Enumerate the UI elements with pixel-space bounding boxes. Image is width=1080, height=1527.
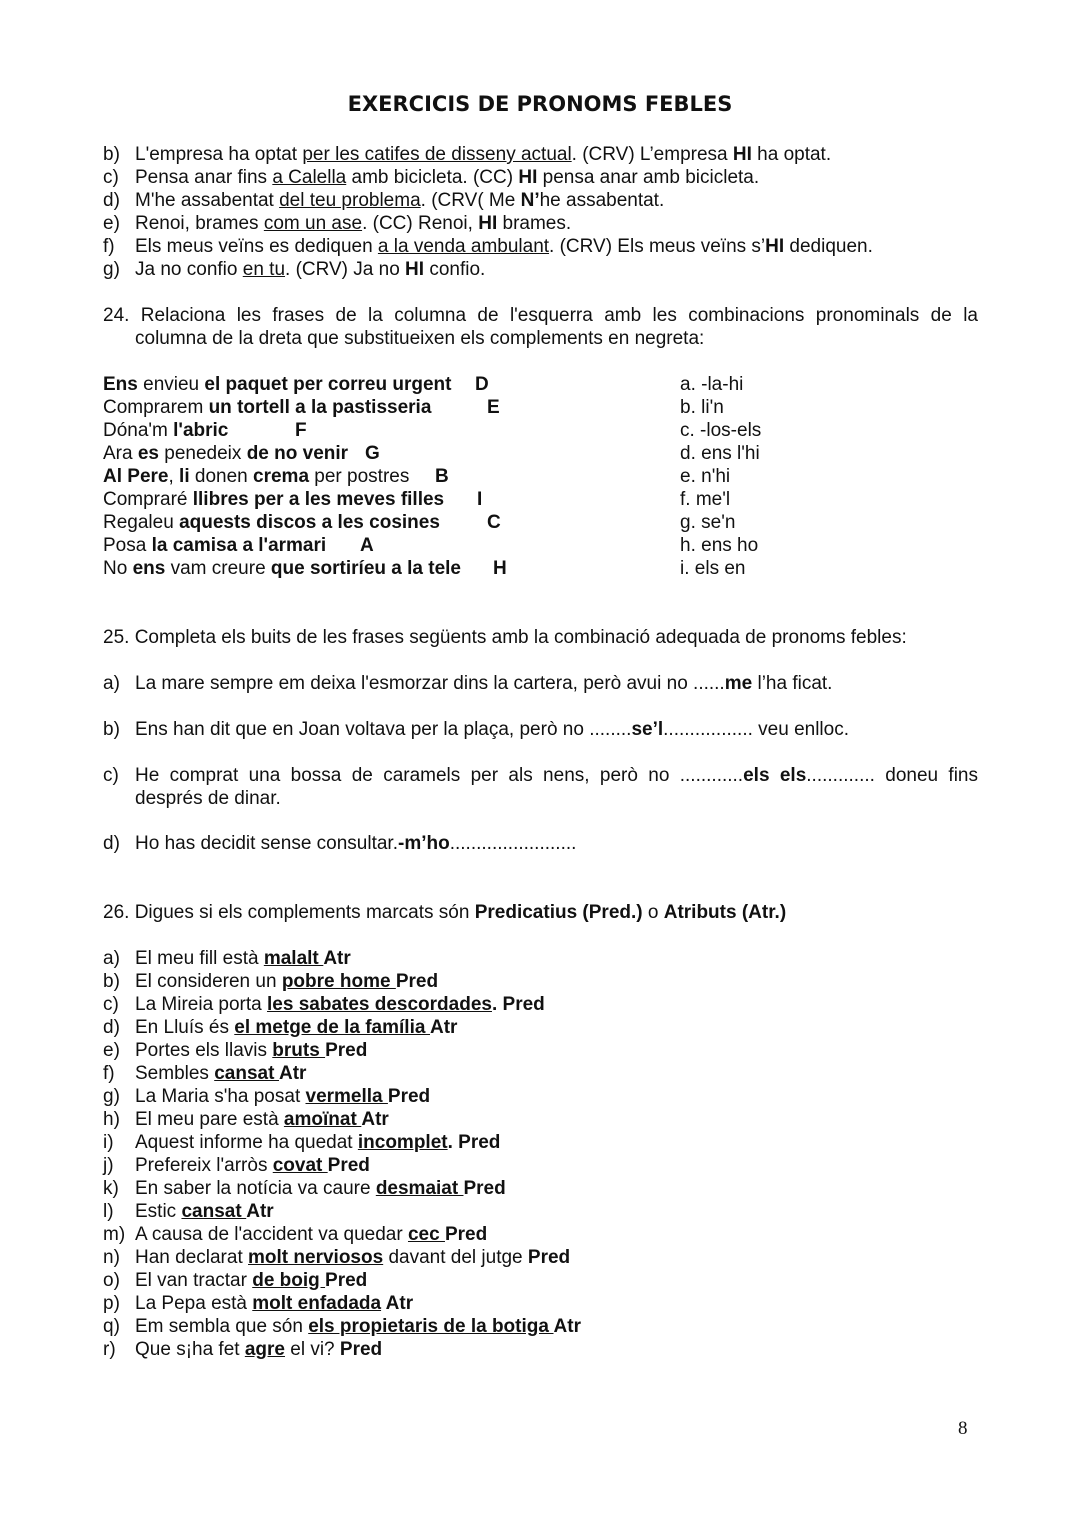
item-label: h): [103, 1109, 120, 1130]
item-label: d): [103, 833, 120, 854]
pronoun-combination: d. ens l'hi: [680, 443, 760, 464]
emphasized-segment: HI: [732, 144, 752, 165]
emphasized-segment: malalt: [263, 948, 324, 969]
emphasized-segment: cansat: [214, 1063, 279, 1084]
emphasized-segment: Al Pere: [103, 466, 169, 487]
item-label: l): [103, 1201, 114, 1222]
emphasized-segment: li: [179, 466, 190, 487]
emphasized-segment: . Pred: [491, 994, 545, 1015]
text-segment: La Maria s'ha posat: [135, 1086, 306, 1107]
text-segment: envieu: [137, 374, 205, 395]
exercise-24-right-column: [680, 373, 880, 580]
emphasized-segment: HI: [405, 259, 425, 280]
emphasized-segment: molt nerviosos: [248, 1247, 384, 1268]
text-segment: penedeix: [159, 443, 247, 464]
item-label: e): [103, 1040, 120, 1061]
item-label: f): [103, 236, 115, 257]
exercise-23-item: [103, 166, 978, 189]
text-segment: Em sembla que són: [135, 1316, 309, 1337]
exercise-24-left-column: [103, 373, 543, 580]
emphasized-segment: -m’ho: [398, 833, 450, 854]
item-label: c): [103, 994, 119, 1015]
fill-in-sentence: [103, 718, 978, 741]
text-segment: Comprarem: [103, 397, 209, 418]
emphasized-segment: Atr: [381, 1293, 414, 1314]
exercise-25-heading: 25. Completa els buits de les frases següents amb la combinació adequada de pronoms febles:: [103, 627, 907, 648]
page-number: 8: [958, 1418, 968, 1439]
item-label: k): [103, 1178, 119, 1199]
item-label: q): [103, 1316, 120, 1337]
emphasized-segment: els propietaris de la botiga: [308, 1316, 554, 1337]
item-label: c): [103, 765, 119, 786]
exercise-26-item: [103, 1292, 978, 1315]
item-label: g): [103, 1086, 120, 1107]
text-segment: Portes els llavis: [135, 1040, 273, 1061]
exercise-26-item: [103, 947, 978, 970]
text-segment: Ara: [103, 443, 138, 464]
emphasized-segment: Pred: [327, 1155, 370, 1176]
text-segment: ............. doneu fins: [806, 765, 979, 786]
exercise-26-list: [103, 947, 978, 1361]
text-segment: ................. veu enlloc.: [663, 719, 849, 740]
item-label: b): [103, 971, 120, 992]
emphasized-segment: cansat: [181, 1201, 247, 1222]
emphasized-segment: Pred: [527, 1247, 571, 1268]
exercise-26-item: [103, 1062, 978, 1085]
text-segment: ........................: [449, 833, 577, 854]
pronoun-combination: f. me'l: [680, 489, 731, 510]
exercise-26-item: [103, 1177, 978, 1200]
exercise-26-item: [103, 1131, 978, 1154]
text-segment: brames.: [497, 213, 572, 234]
text-segment: Compraré: [103, 489, 193, 510]
emphasized-segment: Atr: [361, 1109, 389, 1130]
emphasized-segment: del teu problema: [279, 190, 421, 211]
sentence-line: [103, 442, 543, 465]
text-segment: davant del jutge: [383, 1247, 528, 1268]
item-label: d): [103, 190, 120, 211]
text-segment: pensa anar amb bicicleta.: [537, 167, 760, 188]
text-segment: Regaleu: [103, 512, 180, 533]
emphasized-segment: Pred: [395, 971, 439, 992]
exercise-26-item: [103, 1154, 978, 1177]
text-segment: l’ha ficat.: [752, 673, 833, 694]
exercise-23-list: [103, 143, 978, 281]
emphasized-segment: vermella: [305, 1086, 388, 1107]
emphasized-segment: de no venir: [246, 443, 349, 464]
text-segment: he assabentat.: [539, 190, 665, 211]
emphasized-segment: Predicatius (Pred.): [474, 902, 643, 923]
item-label: m): [103, 1224, 126, 1245]
text-segment: Sembles: [135, 1063, 215, 1084]
emphasized-segment: l'abric: [173, 420, 229, 441]
emphasized-segment: Pred: [387, 1086, 431, 1107]
text-segment: . (CC) Renoi,: [362, 213, 479, 234]
item-label: j): [103, 1155, 114, 1176]
emphasized-segment: Atr: [553, 1316, 581, 1337]
emphasized-segment: un tortell a la pastisseria: [208, 397, 432, 418]
emphasized-segment: bruts: [272, 1040, 326, 1061]
item-label: a): [103, 673, 120, 694]
answer-letter: F: [295, 420, 307, 441]
exercise-26-item: [103, 1108, 978, 1131]
emphasized-segment: es: [137, 443, 159, 464]
text-segment: La Pepa està: [135, 1293, 253, 1314]
emphasized-segment: HI: [765, 236, 785, 257]
answer-letter: E: [487, 397, 500, 418]
text-segment: . (CRV( Me: [420, 190, 521, 211]
exercise-25-item-a: [103, 672, 978, 695]
sentence-line: [103, 557, 543, 580]
text-segment: donen: [189, 466, 254, 487]
exercise-24-line-2: columna de la dreta que substitueixen els complements en negreta:: [135, 328, 705, 349]
emphasized-segment: cec: [407, 1224, 445, 1245]
exercise-25-item-b: [103, 718, 978, 741]
text-segment: el vi?: [284, 1339, 340, 1360]
emphasized-segment: Atr: [323, 948, 351, 969]
emphasized-segment: amoïnat: [283, 1109, 362, 1130]
item-label: f): [103, 1063, 115, 1084]
sentence-line: [103, 419, 543, 442]
exercise-24-line-1: 24. Relaciona les frases de la columna de l'esquerra amb les combinacions pronominals de la: [103, 305, 978, 326]
pronoun-combination: i. els en: [680, 558, 746, 579]
emphasized-segment: de boig: [252, 1270, 326, 1291]
exercise-26-item: [103, 1338, 978, 1361]
text-segment: amb bicicleta. (CC): [346, 167, 519, 188]
emphasized-segment: a la venda ambulant: [377, 236, 550, 257]
emphasized-segment: a Calella: [272, 167, 347, 188]
exercise-26-item: [103, 1039, 978, 1062]
emphasized-segment: incomplet: [357, 1132, 448, 1153]
item-label: b): [103, 144, 120, 165]
emphasized-segment: el paquet per correu urgent: [204, 374, 452, 395]
exercise-26-item: [103, 1246, 978, 1269]
emphasized-segment: Atr: [246, 1201, 274, 1222]
emphasized-segment: Atributs (Atr.): [663, 902, 787, 923]
emphasized-segment: pobre home: [281, 971, 396, 992]
sentence-line: [103, 488, 543, 511]
text-segment: M'he assabentat: [135, 190, 280, 211]
item-label: e): [103, 213, 120, 234]
text-segment: o: [642, 902, 664, 923]
exercise-26-item: [103, 1223, 978, 1246]
emphasized-segment: Ens: [103, 374, 138, 395]
emphasized-segment: Pred: [444, 1224, 488, 1245]
emphasized-segment: llibres per a les meves filles: [192, 489, 445, 510]
emphasized-segment: en tu: [242, 259, 286, 280]
exercise-23-item: [103, 258, 978, 281]
fill-in-sentence: [103, 764, 978, 787]
item-label: d): [103, 1017, 120, 1038]
item-label: b): [103, 719, 120, 740]
item-label: i): [103, 1132, 114, 1153]
fill-in-sentence: [103, 672, 978, 695]
exercise-26-heading: [103, 901, 978, 924]
exercise-23-item: [103, 189, 978, 212]
emphasized-segment: . Pred: [447, 1132, 501, 1153]
sentence-line: [103, 396, 543, 419]
pronoun-combination: c. -los-els: [680, 420, 762, 441]
answer-letter: B: [435, 466, 449, 487]
emphasized-segment: les sabates descordades: [267, 994, 492, 1015]
exercise-23-item: [103, 235, 978, 258]
text-segment: Estic: [135, 1201, 182, 1222]
pronoun-combination: e. n'hi: [680, 466, 731, 487]
text-segment: Ho has decidit sense consultar.: [135, 833, 398, 854]
text-segment: Ja no confio: [135, 259, 243, 280]
text-segment: Han declarat: [135, 1247, 249, 1268]
text-segment: dediquen.: [784, 236, 873, 257]
item-label: n): [103, 1247, 120, 1268]
text-segment: El van tractar: [135, 1270, 253, 1291]
emphasized-segment: ens: [132, 558, 166, 579]
exercise-24-instructions: [103, 304, 978, 350]
exercise-25-item-c: [103, 764, 978, 810]
emphasized-segment: la camisa a l'armari: [151, 535, 327, 556]
text-segment: En Lluís és: [135, 1017, 235, 1038]
emphasized-segment: desmaiat: [375, 1178, 464, 1199]
text-segment: En saber la notícia va caure: [135, 1178, 376, 1199]
emphasized-segment: agre: [244, 1339, 285, 1360]
answer-letter: G: [365, 443, 380, 464]
item-label: o): [103, 1270, 120, 1291]
text-segment: 26. Digues si els complements marcats són: [103, 902, 475, 923]
pronoun-combination: g. se'n: [680, 512, 736, 533]
text-segment: ha optat.: [751, 144, 832, 165]
text-segment: He comprat una bossa de caramels per als nens, però no ............: [135, 765, 744, 786]
text-segment: Pensa anar fins: [135, 167, 273, 188]
emphasized-segment: crema: [253, 466, 310, 487]
text-segment: Els meus veïns es dediquen: [135, 236, 378, 257]
text-segment: El meu pare està: [135, 1109, 284, 1130]
pronoun-combination: h. ens ho: [680, 535, 759, 556]
answer-letter: C: [487, 512, 501, 533]
text-segment: confio.: [424, 259, 486, 280]
exercise-26-item: [103, 1200, 978, 1223]
text-segment: A causa de l'accident va quedar: [135, 1224, 408, 1245]
emphasized-segment: que sortiríeu a la tele: [270, 558, 461, 579]
text-segment: . (CRV) Ja no: [285, 259, 406, 280]
exercise-26-item: [103, 1085, 978, 1108]
emphasized-segment: N’: [520, 190, 540, 211]
text-segment: . (CRV) Els meus veïns s’: [549, 236, 766, 257]
sentence-line: [103, 373, 543, 396]
text-segment: No: [103, 558, 133, 579]
sentence-continuation: després de dinar.: [135, 788, 281, 809]
text-segment: vam creure: [165, 558, 271, 579]
emphasized-segment: els els: [743, 765, 807, 786]
emphasized-segment: HI: [478, 213, 498, 234]
answer-letter: I: [477, 489, 483, 510]
emphasized-segment: aquests discos a les cosines: [179, 512, 440, 533]
text-segment: ,: [168, 466, 180, 487]
pronoun-combination: b. li'n: [680, 397, 724, 418]
emphasized-segment: molt enfadada: [252, 1293, 382, 1314]
item-label: r): [103, 1339, 116, 1360]
emphasized-segment: Atr: [430, 1017, 458, 1038]
text-segment: La Mireia porta: [135, 994, 268, 1015]
fill-in-sentence: [103, 832, 978, 855]
text-segment: L'empresa ha optat: [135, 144, 303, 165]
exercise-25-item-d: [103, 832, 978, 855]
answer-letter: D: [475, 374, 489, 395]
pronoun-combination: a. -la-hi: [680, 374, 744, 395]
text-segment: Renoi, brames: [135, 213, 264, 234]
exercise-26-item: [103, 970, 978, 993]
exercise-26-item: [103, 993, 978, 1016]
text-segment: Dóna'm: [103, 420, 174, 441]
answer-letter: H: [493, 558, 507, 579]
text-segment: Ens han dit que en Joan voltava per la plaça, però no ........: [135, 719, 632, 740]
item-label: p): [103, 1293, 120, 1314]
text-segment: . (CRV) L’empresa: [571, 144, 733, 165]
emphasized-segment: covat: [272, 1155, 328, 1176]
text-segment: Posa: [103, 535, 152, 556]
text-segment: Que s¡ha fet: [135, 1339, 245, 1360]
exercise-23-item: [103, 143, 978, 166]
emphasized-segment: me: [724, 673, 753, 694]
emphasized-segment: Pred: [325, 1270, 368, 1291]
emphasized-segment: Atr: [278, 1063, 307, 1084]
page-title: EXERCICIS DE PRONOMS FEBLES: [347, 92, 733, 116]
emphasized-segment: HI: [518, 167, 538, 188]
text-segment: Aquest informe ha quedat: [135, 1132, 358, 1153]
emphasized-segment: se’l: [631, 719, 664, 740]
text-segment: El meu fill està: [135, 948, 264, 969]
emphasized-segment: Pred: [325, 1040, 368, 1061]
text-segment: Prefereix l'arròs: [135, 1155, 273, 1176]
emphasized-segment: Pred: [339, 1339, 383, 1360]
text-segment: La mare sempre em deixa l'esmorzar dins la cartera, però avui no ......: [135, 673, 725, 694]
answer-letter: A: [360, 535, 374, 556]
emphasized-segment: el metge de la família: [234, 1017, 430, 1038]
exercise-26-item: [103, 1315, 978, 1338]
item-label: g): [103, 259, 120, 280]
exercise-26-item: [103, 1269, 978, 1292]
item-label: a): [103, 948, 120, 969]
exercise-26-item: [103, 1016, 978, 1039]
text-segment: per postres: [309, 466, 410, 487]
emphasized-segment: per les catifes de disseny actual: [302, 144, 572, 165]
sentence-line: [103, 511, 543, 534]
item-label: c): [103, 167, 119, 188]
sentence-line: [103, 465, 543, 488]
text-segment: El consideren un: [135, 971, 282, 992]
emphasized-segment: Pred: [463, 1178, 506, 1199]
sentence-line: [103, 534, 543, 557]
exercise-23-item: [103, 212, 978, 235]
emphasized-segment: com un ase: [263, 213, 363, 234]
